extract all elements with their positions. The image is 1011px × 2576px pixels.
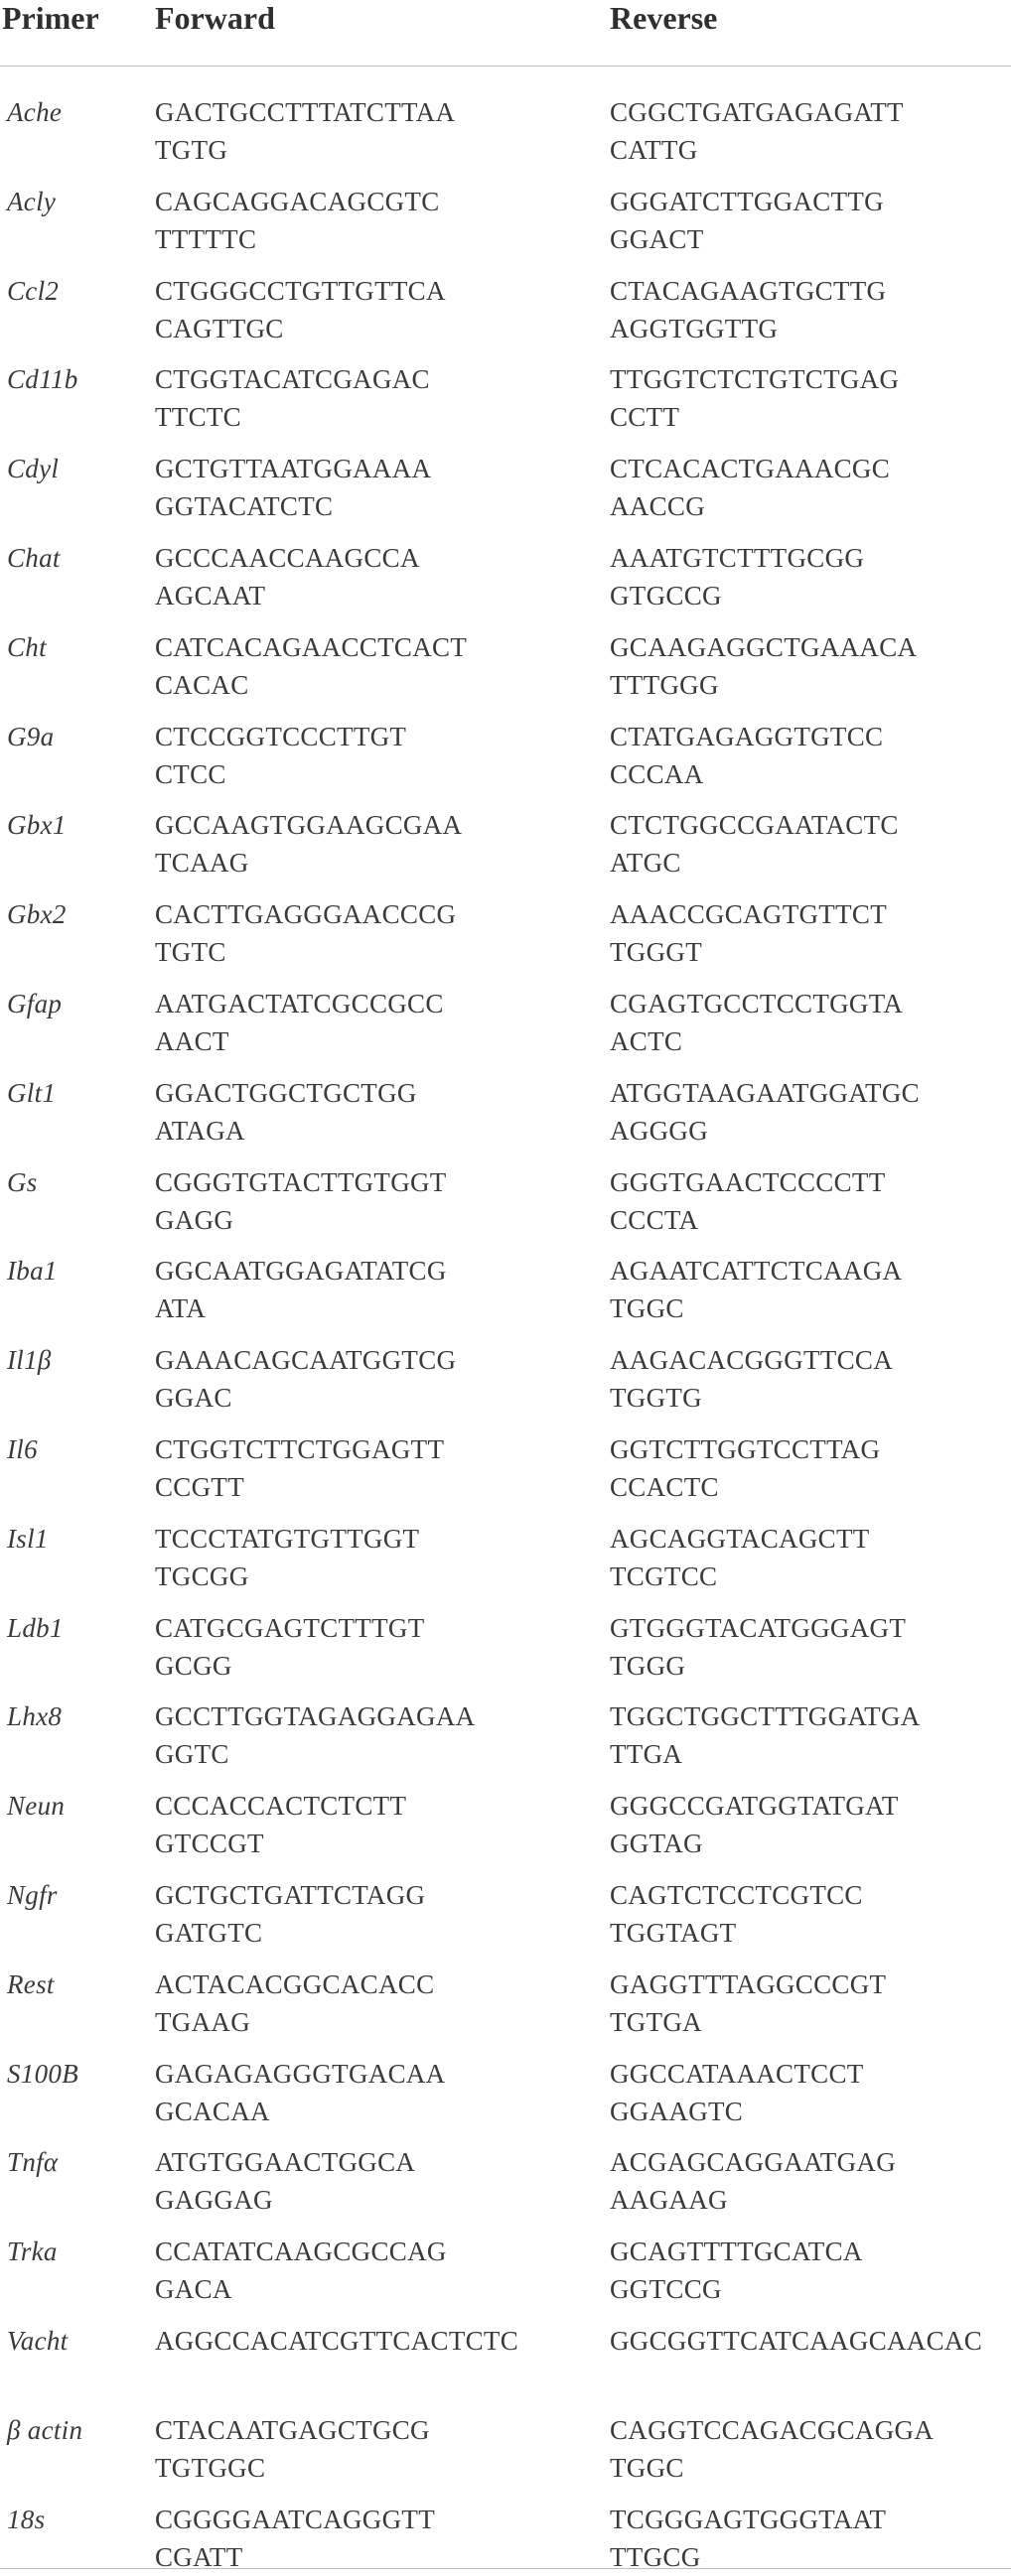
forward-sequence: CTGGGCCTGTTGTTCA CAGTTGC (155, 275, 446, 343)
primer-name: Gfap (7, 988, 63, 1018)
table-row (0, 1137, 1011, 1235)
table-row (0, 869, 1011, 968)
forward-sequence: CATCACAGAACCTCACT CACAC (155, 631, 468, 700)
reverse-sequence: GCAGTTTTGCATCA GGTCCG (610, 2237, 863, 2305)
table-row (0, 779, 1011, 879)
forward-sequence: TCCCTATGTGTTGGT TGCGG (155, 1523, 420, 1591)
reverse-sequence: GGGATCTTGGACTTG GGACT (610, 186, 884, 254)
table-row (0, 1493, 1011, 1591)
forward-sequence: GGCAATGGAGATATCG ATA (155, 1256, 447, 1324)
primer-name: Gbx2 (7, 899, 67, 930)
reverse-sequence: CAGTCTCCTCGTCC TGGTAGT (610, 1879, 863, 1948)
reverse-sequence: ATGGTAAGAATGGATGC AGGGG (610, 1077, 920, 1146)
table-body (0, 67, 1011, 2572)
forward-sequence: GAAACAGCAATGGTCG GGAC (155, 1345, 457, 1414)
forward-sequence: CCCACCACTCTCTT GTCCGT (155, 1791, 407, 1859)
table-row (0, 512, 1011, 610)
reverse-sequence: TTGGTCTCTGTCTGAG CCTT (610, 364, 900, 433)
table-row (0, 1582, 1011, 1681)
forward-sequence: CAGCAGGACAGCGTC TTTTTC (155, 186, 440, 254)
reverse-sequence: TCGGGAGTGGGTAAT TTGCG (610, 2504, 887, 2572)
forward-sequence: ACTACACGGCACACC TGAAG (155, 1968, 435, 2037)
forward-sequence: ATGTGGAACTGGCA GAGGAG (155, 2147, 416, 2216)
table-row (0, 1671, 1011, 1770)
reverse-sequence: AGAATCATTCTCAAGA TGGC (610, 1256, 903, 1324)
primer-name: Cht (7, 631, 47, 662)
table-row (0, 2474, 1011, 2572)
table-row (0, 245, 1011, 343)
reverse-sequence: CGAGTGCCTCCTGGTA ACTC (610, 988, 904, 1056)
forward-sequence: CTACAATGAGCTGCG TGTGGC (155, 2414, 430, 2483)
primer-name: Acly (7, 186, 57, 216)
forward-sequence: GCTGTTAATGGAAAA GGTACATCTC (155, 454, 432, 522)
table-row (0, 2384, 1011, 2483)
primer-name: G9a (7, 721, 55, 751)
primer-name: Iba1 (7, 1256, 58, 1287)
table-row (0, 1849, 1011, 1948)
primer-name: Isl1 (7, 1523, 49, 1554)
reverse-sequence: GGCCATAAACTCCT GGAAGTC (610, 2058, 864, 2126)
forward-sequence: GGACTGGCTGCTGG ATAGA (155, 1077, 417, 1146)
reverse-sequence: AGCAGGTACAGCTT TCGTCC (610, 1523, 870, 1591)
reverse-sequence: GTGGGTACATGGGAGT TGGG (610, 1612, 907, 1681)
primer-name: Cdyl (7, 454, 60, 484)
primer-name: Il1β (7, 1345, 52, 1376)
forward-sequence: CTGGTACATCGAGAC TTCTC (155, 364, 430, 433)
forward-sequence: AATGACTATCGCCGCC AACT (155, 988, 444, 1056)
forward-sequence: CTGGTCTTCTGGAGTT CCGTT (155, 1433, 445, 1502)
primer-name: Lhx8 (7, 1701, 63, 1732)
header-reverse: Reverse (610, 0, 718, 36)
primer-name: Chat (7, 542, 61, 573)
table-row (0, 2028, 1011, 2126)
table-row (0, 334, 1011, 433)
primer-name: Rest (7, 1968, 55, 1999)
reverse-sequence: CAGGTCCAGACGCAGGA TGGC (610, 2414, 935, 2483)
forward-sequence: CGGGGAATCAGGGTT CGATT (155, 2504, 435, 2572)
table-row (0, 2206, 1011, 2305)
primer-name: Tnfα (7, 2147, 59, 2178)
table-row (0, 602, 1011, 700)
reverse-sequence: GGCGGTTCATCAAGCAACAC (610, 2325, 983, 2356)
primer-name: Ngfr (7, 1879, 58, 1910)
table-row (0, 691, 1011, 789)
primer-name: Neun (7, 1791, 66, 1822)
primer-name: Ccl2 (7, 275, 60, 306)
primer-name: Glt1 (7, 1077, 57, 1108)
forward-sequence: CTCCGGTCCCTTGT CTCC (155, 721, 407, 789)
table-row (0, 1047, 1011, 1146)
table-row (0, 958, 1011, 1056)
reverse-sequence: GGGCCGATGGTATGAT GGTAG (610, 1791, 899, 1859)
header-primer: Primer (2, 0, 99, 36)
reverse-sequence: AAGACACGGGTTCCA TGGTG (610, 1345, 894, 1414)
reverse-sequence: GGTCTTGGTCCTTAG CCACTC (610, 1433, 881, 1502)
table-row (0, 2116, 1011, 2216)
forward-sequence: GCCCAACCAAGCCA AGCAAT (155, 542, 420, 610)
table-row (0, 1760, 1011, 1859)
primer-name: Il6 (7, 1433, 38, 1464)
reverse-sequence: TGGCTGGCTTTGGATGA TTGA (610, 1701, 921, 1770)
reverse-sequence: GGGTGAACTCCCCTT CCCTA (610, 1166, 886, 1235)
table-row (0, 1225, 1011, 1324)
forward-sequence: CGGGTGTACTTGTGGT GAGG (155, 1166, 447, 1235)
forward-sequence: GCCTTGGTAGAGGAGAA GGTC (155, 1701, 476, 1770)
primer-name: Trka (7, 2237, 58, 2267)
forward-sequence: CACTTGAGGGAACCCG TGTC (155, 899, 457, 968)
reverse-sequence: CTCTGGCCGAATACTC ATGC (610, 810, 899, 879)
forward-sequence: GAGAGAGGGTGACAA GCACAA (155, 2058, 446, 2126)
forward-sequence: CATGCGAGTCTTTGT GCGG (155, 1612, 425, 1681)
forward-sequence: CCATATCAAGCGCCAG GACA (155, 2237, 447, 2305)
primer-name: 18s (7, 2504, 46, 2534)
reverse-sequence: AAACCGCAGTGTTCT TGGGT (610, 899, 887, 968)
table-row (0, 1939, 1011, 2037)
primer-name: Gbx1 (7, 810, 67, 841)
reverse-sequence: CTATGAGAGGTGTCC CCCAA (610, 721, 884, 789)
primer-name: Cd11b (7, 364, 78, 395)
primer-name: Gs (7, 1166, 38, 1197)
primer-name: S100B (7, 2058, 78, 2089)
primer-name: Ache (7, 97, 63, 127)
forward-sequence: GCCAAGTGGAAGCGAA TCAAG (155, 810, 463, 879)
primer-name: Vacht (7, 2325, 69, 2356)
forward-sequence: GACTGCCTTTATCTTAA TGTG (155, 97, 456, 165)
reverse-sequence: ACGAGCAGGAATGAG AAGAAG (610, 2147, 896, 2216)
reverse-sequence: AAATGTCTTTGCGG GTGCCG (610, 542, 865, 610)
forward-sequence: AGGCCACATCGTTCACTCTC (155, 2325, 519, 2356)
reverse-sequence: CGGCTGATGAGAGATT CATTG (610, 97, 904, 165)
reverse-sequence: CTACAGAAGTGCTTG AGGTGGTTG (610, 275, 887, 343)
forward-sequence: GCTGCTGATTCTAGG GATGTC (155, 1879, 426, 1948)
table-row (0, 1404, 1011, 1502)
table-row (0, 1314, 1011, 1414)
header-forward: Forward (155, 0, 275, 36)
reverse-sequence: GAGGTTTAGGCCCGT TGTGA (610, 1968, 887, 2037)
table-row (0, 67, 1011, 165)
primer-name: β actin (7, 2414, 83, 2445)
primer-name: Ldb1 (7, 1612, 64, 1643)
reverse-sequence: CTCACACTGAAACGC AACCG (610, 454, 891, 522)
reverse-sequence: GCAAGAGGCTGAAACA TTTGGG (610, 631, 918, 700)
table-row (0, 2295, 1011, 2384)
table-row (0, 156, 1011, 254)
table-row (0, 423, 1011, 522)
table-header (0, 0, 1011, 67)
